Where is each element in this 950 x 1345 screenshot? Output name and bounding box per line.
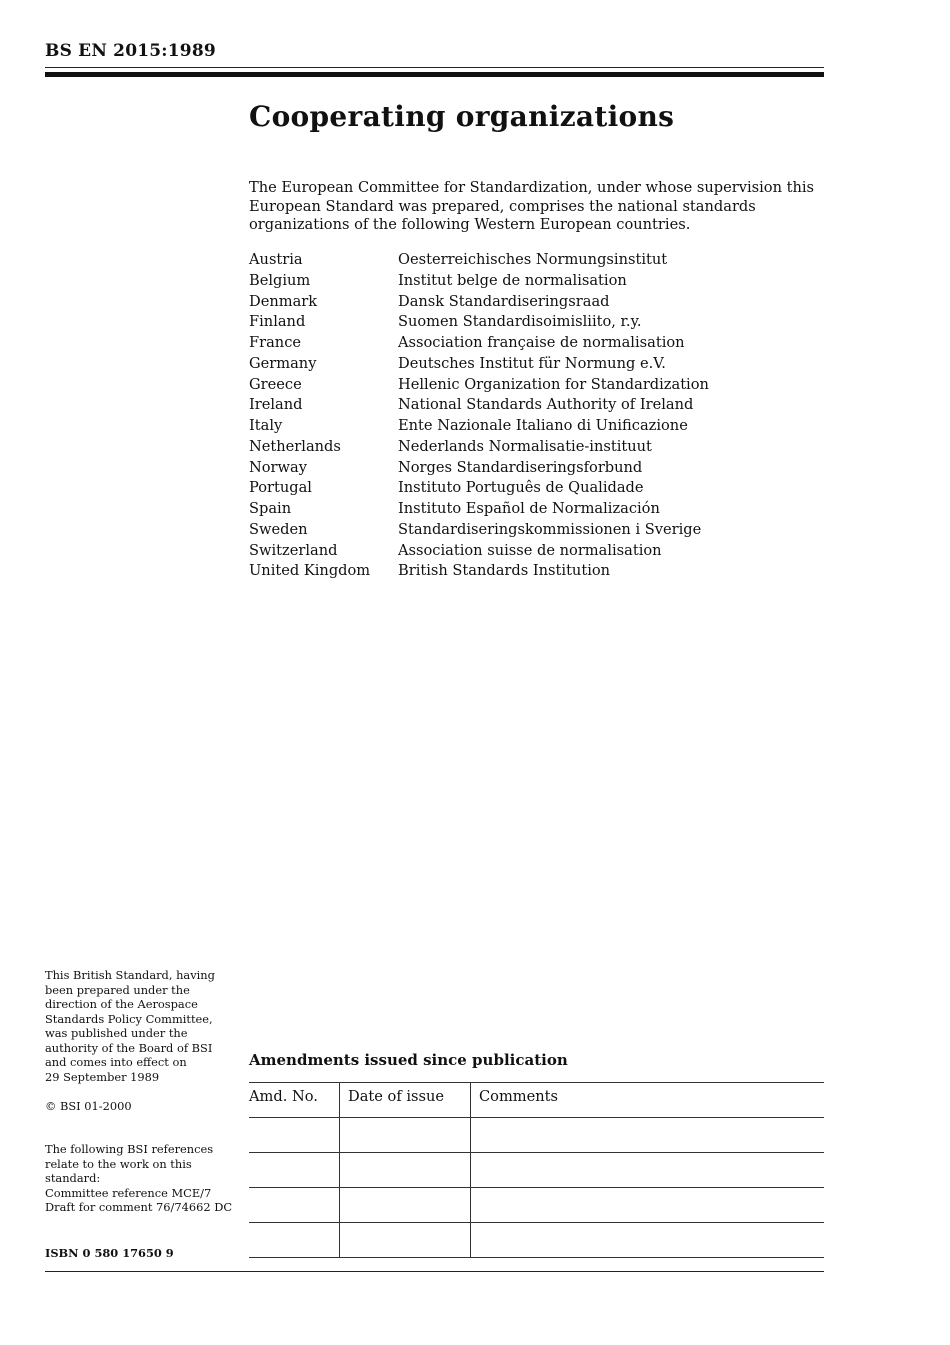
isbn: ISBN 0 580 17650 9	[45, 1246, 174, 1260]
amendments-table	[249, 1082, 824, 1258]
table-cell	[471, 1188, 825, 1223]
table-row	[249, 1223, 824, 1258]
organization-row	[249, 416, 829, 437]
country: United Kingdom	[249, 562, 371, 580]
organization-row	[249, 561, 829, 582]
footer-rule	[45, 1271, 824, 1272]
column-header-comments: Comments	[471, 1083, 825, 1118]
publication-note-line: been prepared under the	[45, 982, 190, 997]
page-title: Cooperating organizations	[249, 100, 675, 133]
organization-row	[249, 375, 829, 396]
document-id: BS EN 2015:1989	[45, 41, 216, 61]
country: Norway	[249, 458, 307, 476]
table-cell	[471, 1153, 825, 1188]
country: Ireland	[249, 396, 303, 414]
country: Portugal	[249, 479, 312, 497]
table-cell	[340, 1118, 471, 1153]
organization-row	[249, 250, 829, 271]
reference-line: standard:	[45, 1171, 101, 1185]
reference-line: The following BSI references	[45, 1142, 214, 1156]
organization-name: Dansk Standardiseringsraad	[398, 292, 610, 310]
organization-name: Hellenic Organization for Standardization	[398, 375, 709, 393]
organization-name: British Standards Institution	[398, 562, 611, 580]
publication-note-line: and comes into effect on	[45, 1055, 187, 1069]
country: Netherlands	[249, 437, 341, 455]
table-cell	[471, 1118, 825, 1153]
table-row	[249, 1188, 824, 1223]
amendments-title: Amendments issued since publication	[249, 1051, 568, 1069]
organization-name: Nederlands Normalisatie-instituut	[398, 437, 652, 455]
country: Sweden	[249, 520, 308, 538]
country: Spain	[249, 500, 292, 517]
organization-row	[249, 499, 829, 520]
country: Austria	[249, 251, 303, 268]
country: Finland	[249, 313, 306, 331]
reference-line: Draft for comment 76/74662 DC	[45, 1200, 233, 1214]
organization-row	[249, 437, 829, 458]
organization-name: Suomen Standardisoimisliito, r.y.	[398, 313, 642, 331]
organization-name: Instituto Español de Normalización	[398, 500, 660, 517]
intro-paragraph: The European Committee for Standardization, under whose supervision this European Standard was prepared, comprises the national standards organizations of the following Western European countries.	[249, 179, 815, 233]
country: France	[249, 334, 302, 351]
publication-note-line: Standards Policy Committee,	[45, 1011, 213, 1026]
organization-row	[249, 458, 829, 479]
table-cell	[249, 1223, 340, 1258]
organization-name: Instituto Português de Qualidade	[398, 479, 644, 497]
publication-note-line: 29 September 1989	[45, 1069, 160, 1084]
table-row	[249, 1153, 824, 1188]
bsi-references	[45, 1142, 240, 1215]
organization-row	[249, 333, 829, 354]
table-header-row	[249, 1083, 824, 1118]
country: Denmark	[249, 292, 318, 310]
country: Germany	[249, 354, 317, 372]
column-header-date-of-issue: Date of issue	[340, 1083, 471, 1118]
publication-note-line: authority of the Board of BSI	[45, 1040, 213, 1055]
publication-note	[45, 968, 240, 1084]
organization-row	[249, 541, 829, 562]
table-cell	[249, 1153, 340, 1188]
header-rule-thick	[45, 72, 824, 77]
organization-name: National Standards Authority of Ireland	[398, 396, 694, 414]
table-cell	[249, 1118, 340, 1153]
organization-row	[249, 520, 829, 541]
country: Switzerland	[249, 541, 338, 559]
country: Italy	[249, 417, 283, 434]
organization-row	[249, 271, 829, 292]
reference-line: Committee reference MCE/7	[45, 1185, 212, 1200]
organization-name: Deutsches Institut für Normung e.V.	[398, 354, 666, 372]
copyright: © BSI 01-2000	[45, 1099, 132, 1113]
publication-note-line: This British Standard, having	[45, 968, 215, 982]
organization-name: Association française de normalisation	[398, 334, 685, 351]
organizations-list	[249, 250, 829, 582]
organization-name: Ente Nazionale Italiano di Unificazione	[398, 417, 688, 434]
table-cell	[340, 1223, 471, 1258]
organization-row	[249, 312, 829, 333]
header-rule-thin	[45, 67, 824, 68]
organization-name: Oesterreichisches Normungsinstitut	[398, 251, 668, 268]
organization-row	[249, 354, 829, 375]
reference-line: relate to the work on this	[45, 1156, 192, 1171]
table-cell	[340, 1153, 471, 1188]
column-header-amd-no: Amd. No.	[249, 1083, 340, 1118]
country: Greece	[249, 375, 302, 393]
table-row	[249, 1118, 824, 1153]
publication-note-line: was published under the	[45, 1026, 188, 1040]
country: Belgium	[249, 271, 311, 289]
table-cell	[340, 1188, 471, 1223]
organization-name: Norges Standardiseringsforbund	[398, 458, 643, 476]
organization-name: Standardiseringskommissionen i Sverige	[398, 520, 702, 538]
organization-name: Institut belge de normalisation	[398, 271, 627, 289]
organization-row	[249, 395, 829, 416]
table-cell	[471, 1223, 825, 1258]
organization-name: Association suisse de normalisation	[398, 541, 662, 559]
table-cell	[249, 1188, 340, 1223]
publication-note-line: direction of the Aerospace	[45, 997, 198, 1011]
organization-row	[249, 478, 829, 499]
organization-row	[249, 292, 829, 313]
